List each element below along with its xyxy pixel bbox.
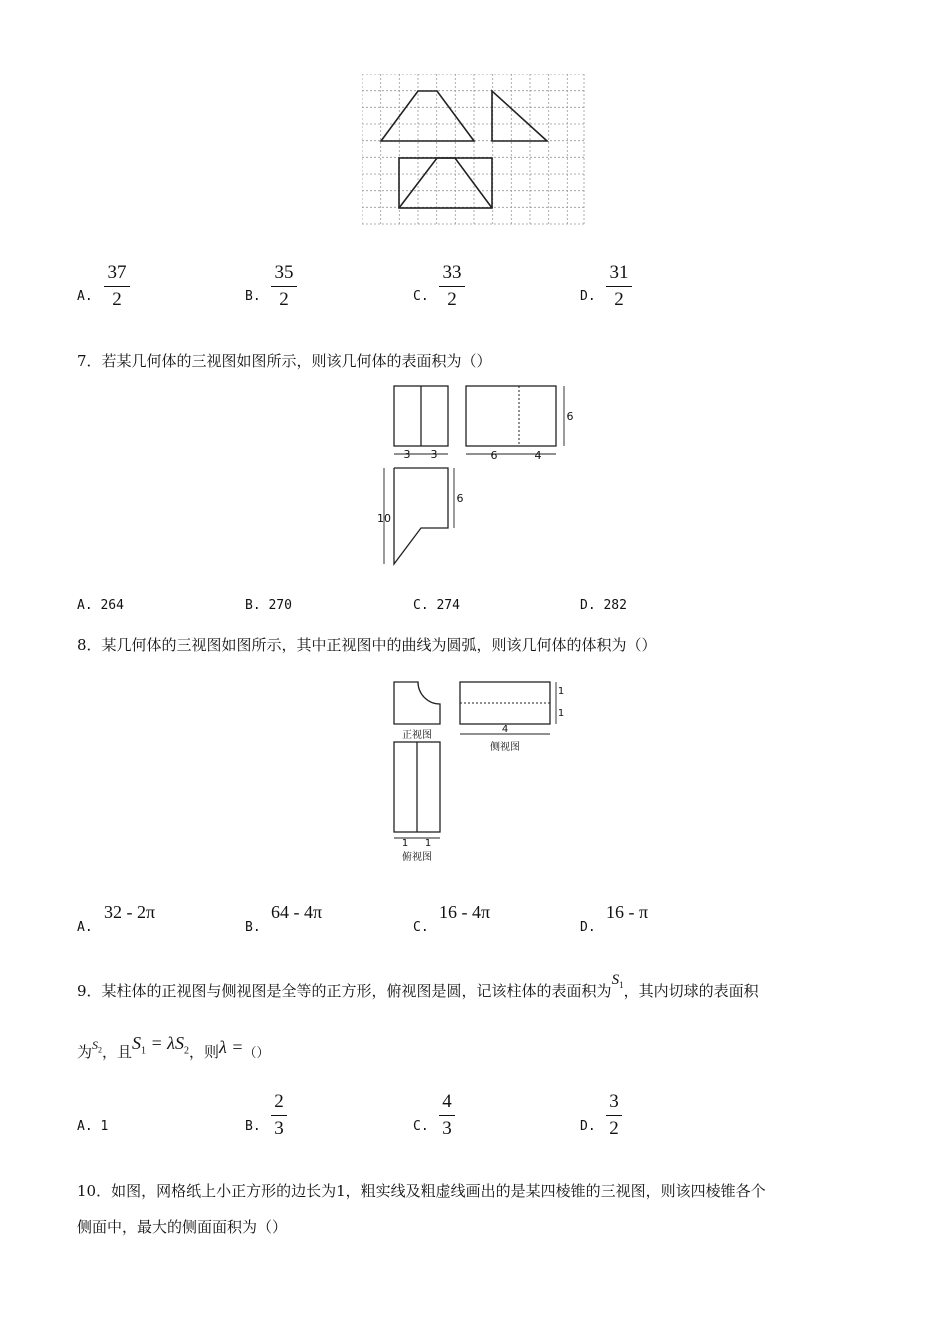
q6-front-trapezoid	[381, 91, 474, 141]
q9-eq-rhs-sub: 2	[183, 1045, 189, 1057]
q9-s2-symbol	[92, 1038, 103, 1055]
q7-option-d-letter: D.	[580, 598, 596, 613]
q7-option-a	[77, 598, 124, 613]
q8-dim-side-1: 1	[557, 686, 565, 697]
q9-line-2	[77, 1033, 270, 1070]
q7-option-d	[580, 598, 627, 613]
q8-option-c-letter: C.	[413, 920, 429, 935]
q8-dim-4: 4	[501, 724, 509, 735]
q8-option-b-letter: B.	[245, 920, 261, 935]
q7-dim-4: 4	[534, 449, 542, 462]
q10-line-2: 侧面中，最大的侧面面积为（）	[77, 1218, 288, 1236]
q9-line-1	[77, 972, 759, 1007]
q6-option-a-fraction	[104, 262, 130, 311]
q8-three-view-figure	[388, 678, 566, 866]
q7-question-text: 7．若某几何体的三视图如图所示，则该几何体的表面积为（）	[77, 352, 492, 370]
q9-option-d-fraction	[606, 1091, 622, 1140]
q10-line-1: 10．如图，网格纸上小正方形的边长为1，粗实线及粗虚线画出的是某四棱锥的三视图，则该四棱锥各个	[77, 1182, 766, 1200]
q9-option-d-numerator: 3	[609, 1091, 619, 1112]
q8-option-d-value: 16 - π	[606, 902, 649, 922]
q6-option-b-denominator: 2	[279, 289, 289, 310]
q8-option-d-letter: D.	[580, 920, 596, 935]
q8-option-c-value: 16 - 4π	[439, 902, 491, 922]
q6-top-triangle	[399, 158, 492, 208]
q9-option-c-letter: C.	[413, 1119, 429, 1134]
q7-three-view-figure	[376, 384, 576, 570]
q6-option-b-letter: B.	[245, 289, 261, 304]
q7-option-c	[413, 598, 460, 613]
q9-option-a-letter: A.	[77, 1119, 93, 1134]
q9-s2-subscript: 2	[98, 1045, 103, 1055]
q9-s2-letter: S	[92, 1038, 99, 1052]
q9-s1-symbol	[612, 972, 624, 988]
q6-option-d-numerator: 31	[609, 262, 629, 283]
q7-dim-6a: 6	[490, 449, 498, 462]
q7-option-d-value: 282	[603, 598, 627, 613]
q6-option-a-numerator: 37	[107, 262, 127, 283]
q6-option-c-fraction	[439, 262, 465, 311]
q7-dim-6c: 6	[456, 492, 464, 505]
q6-option-b-numerator: 35	[274, 262, 294, 283]
q8-front-label: 正视图	[402, 730, 432, 741]
q9-option-d-denominator: 2	[609, 1118, 619, 1139]
q8-top-label: 俯视图	[402, 852, 432, 863]
q7-option-b-letter: B.	[245, 598, 261, 613]
q7-option-c-value: 274	[436, 598, 460, 613]
q6-side-triangle	[492, 91, 547, 141]
q6-option-d-fraction	[606, 262, 632, 311]
q7-option-a-value: 264	[100, 598, 124, 613]
q9-and: ，且	[102, 1043, 133, 1061]
q6-grid-figure	[362, 74, 586, 226]
q9-s1-letter: S	[611, 972, 620, 988]
q6-option-a-letter: A.	[77, 289, 93, 304]
q6-option-c-letter: C.	[413, 289, 429, 304]
q8-option-a-value: 32 - 2π	[104, 902, 156, 922]
q6-option-d-denominator: 2	[614, 289, 624, 310]
q9-paren: （）	[243, 1046, 270, 1061]
q8-dim-1a: 1	[401, 838, 409, 849]
q9-line-1-end: ，其内切球的表面积	[623, 982, 759, 1000]
q9-option-d-letter: D.	[580, 1119, 596, 1134]
q7-dim-6b: 6	[566, 410, 574, 423]
q9-s1-subscript: 1	[619, 980, 624, 990]
q8-option-a-letter: A.	[77, 920, 93, 935]
q6-option-d-letter: D.	[580, 289, 596, 304]
q9-option-b-numerator: 2	[274, 1091, 284, 1112]
q7-option-b-value: 270	[268, 598, 292, 613]
q6-option-b-fraction	[271, 262, 297, 311]
q6-top-rect	[399, 158, 492, 208]
q9-equation	[132, 1033, 189, 1057]
q7-option-a-letter: A.	[77, 598, 93, 613]
q9-option-c-fraction	[439, 1091, 455, 1140]
q7-dim-10: 10	[377, 512, 391, 525]
q9-option-c-numerator: 4	[442, 1091, 452, 1112]
q7-option-c-letter: C.	[413, 598, 429, 613]
q9-eq-mid: = λS	[146, 1033, 184, 1053]
q9-eq-lhs-sub: 1	[141, 1045, 147, 1057]
q7-dim-3b: 3	[430, 448, 438, 461]
q9-option-b-fraction	[271, 1091, 287, 1140]
q9-lambda-eq: λ =	[219, 1037, 244, 1057]
q6-option-c-numerator: 33	[442, 262, 462, 283]
q9-line-1-text: 9．某柱体的正视图与侧视图是全等的正方形，俯视图是圆，记该柱体的表面积为	[77, 982, 612, 1000]
q9-option-b-denominator: 3	[274, 1118, 284, 1139]
q7-option-b	[245, 598, 292, 613]
q9-line-2-start: 为	[77, 1043, 93, 1061]
q8-option-b-value: 64 - 4π	[271, 902, 323, 922]
q8-dim-1b: 1	[424, 838, 432, 849]
q9-option-c-denominator: 3	[442, 1118, 452, 1139]
q9-option-b-letter: B.	[245, 1119, 261, 1134]
q9-option-a-value: 1	[100, 1119, 109, 1134]
q9-option-a	[77, 1119, 108, 1134]
q6-option-c-denominator: 2	[447, 289, 457, 310]
q7-dim-3a: 3	[403, 448, 411, 461]
q6-option-a-denominator: 2	[112, 289, 122, 310]
q9-eq-lhs: S	[132, 1033, 142, 1053]
q9-then: ，则	[188, 1043, 219, 1061]
q8-question-text: 8．某几何体的三视图如图所示，其中正视图中的曲线为圆弧，则该几何体的体积为（）	[77, 636, 657, 654]
q8-dim-side-2: 1	[557, 708, 565, 719]
q8-side-label: 侧视图	[490, 742, 520, 753]
